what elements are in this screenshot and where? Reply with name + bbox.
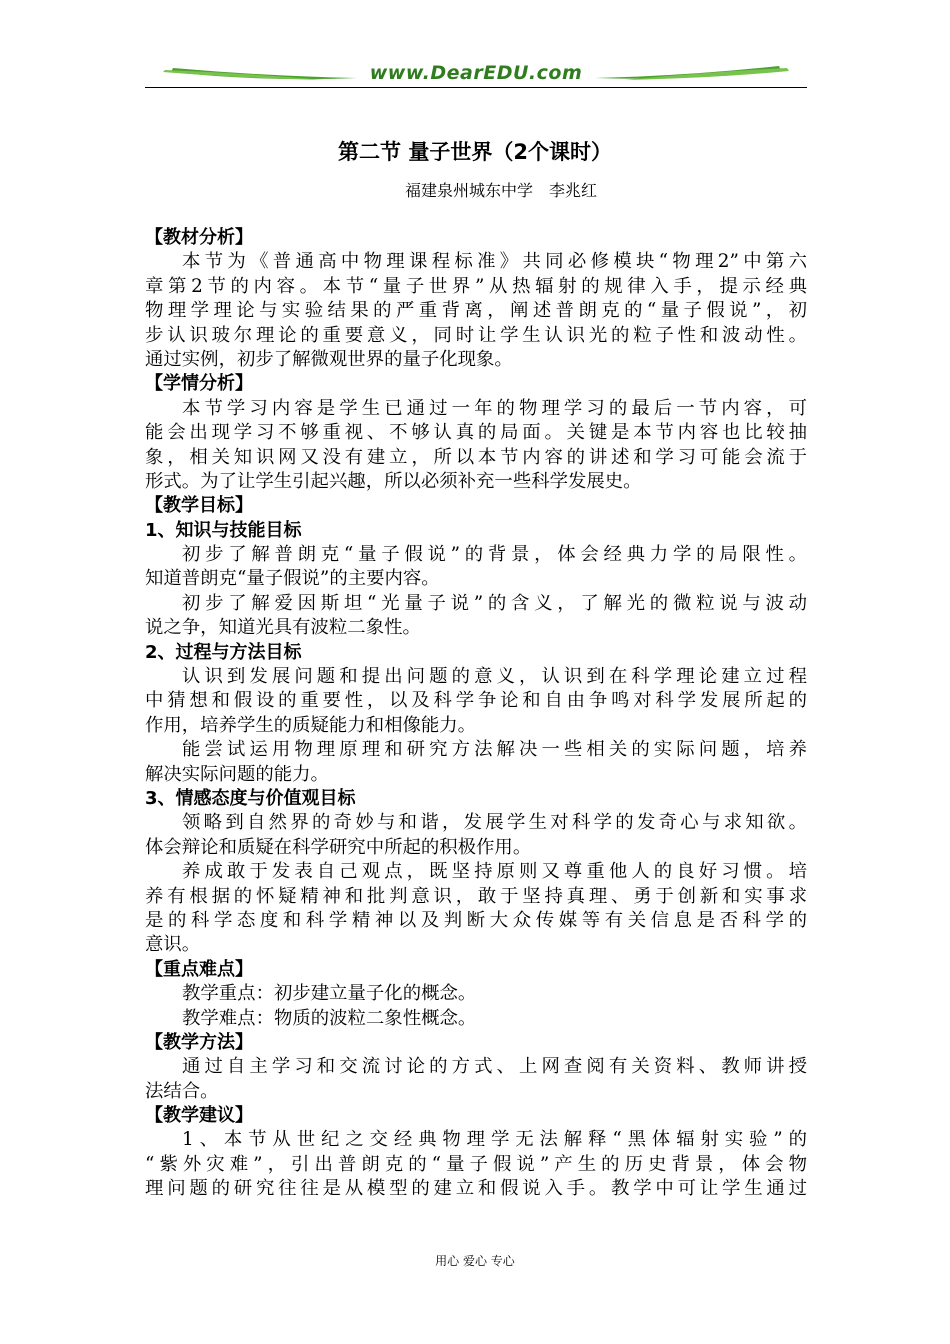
paragraph-line: 象，相关知识网又没有建立，所以本节内容的讲述和学习可能会流于 xyxy=(145,446,807,468)
section-heading: 【教学方法】 xyxy=(145,1031,253,1053)
paragraph-line: 本节学习内容是学生已通过一年的物理学习的最后一节内容，可 xyxy=(182,397,807,419)
paragraph-line: 步认识玻尔理论的重要意义，同时让学生认识光的粒子性和波动性。 xyxy=(145,324,807,346)
paragraph-line: 1、本节从世纪之交经典物理学无法解释“黑体辐射实验”的 xyxy=(182,1129,807,1151)
paragraph-line: 能会出现学习不够重视、不够认真的局面。关键是本节内容也比较抽 xyxy=(145,422,807,444)
paragraph-line: 法结合。 xyxy=(145,1080,219,1102)
paragraph-line: 初步了解普朗克“量子假说”的背景，体会经典力学的局限性。 xyxy=(182,544,807,566)
section-heading: 3、情感态度与价值观目标 xyxy=(145,787,356,809)
header-rule xyxy=(145,87,807,88)
paragraph-line: 章第2节的内容。本节“量子世界”从热辐射的规律入手，提示经典 xyxy=(145,275,807,297)
page-header xyxy=(145,58,807,90)
site-logo-text[interactable]: www.DearEDU.com xyxy=(369,62,583,84)
paragraph-line: 知道普朗克“量子假说”的主要内容。 xyxy=(145,568,440,590)
section-heading: 【重点难点】 xyxy=(145,958,253,980)
section-heading: 2、过程与方法目标 xyxy=(145,641,302,663)
paragraph-line: 通过实例，初步了解微观世界的量子化现象。 xyxy=(145,348,513,370)
paragraph-line: 能尝试运用物理原理和研究方法解决一些相关的实际问题，培养 xyxy=(182,739,807,761)
section-heading: 【教材分析】 xyxy=(145,227,253,248)
paragraph-line: 说之争，知道光具有波粒二象性。 xyxy=(145,617,421,639)
paragraph-line: 养成敢于发表自己观点，既坚持原则又尊重他人的良好习惯。培 xyxy=(182,861,807,883)
paragraph-line: 意识。 xyxy=(145,934,201,956)
paragraph-line: 形式。为了让学生引起兴趣，所以必须补充一些科学发展史。 xyxy=(145,470,642,492)
paragraph-line: 教学重点：初步建立量子化的概念。 xyxy=(182,983,477,1005)
paragraph-line: 作用，培养学生的质疑能力和相像能力。 xyxy=(145,714,477,736)
section-heading: 【学情分析】 xyxy=(145,373,253,395)
section-heading: 【教学建议】 xyxy=(145,1105,253,1127)
paragraph-line: 本节为《普通高中物理课程标准》共同必修模块“物理2”中第六 xyxy=(182,251,807,273)
section-heading: 1、知识与技能目标 xyxy=(145,519,302,541)
document-body xyxy=(145,226,807,1202)
section-heading: 【教学目标】 xyxy=(145,495,253,517)
author-line: 福建泉州城东中学 李兆红 xyxy=(405,181,598,200)
page-footer: 用心 爱心 专心 xyxy=(435,1254,515,1268)
page-title: 第二节 量子世界（2个课时） xyxy=(338,140,612,164)
paragraph-line: 物理学理论与实验结果的严重背离，阐述普朗克的“量子假说”，初 xyxy=(145,300,807,322)
paragraph-line: 中猜想和假设的重要性，以及科学争论和自由争鸣对科学发展所起的 xyxy=(145,690,807,712)
paragraph-line: 通过自主学习和交流讨论的方式、上网查阅有关资料、教师讲授 xyxy=(182,1056,807,1078)
paragraph-line: 领略到自然界的奇妙与和谐，发展学生对科学的发奇心与求知欲。 xyxy=(182,812,807,834)
paragraph-line: 理问题的研究往往是从模型的建立和假说入手。教学中可让学生通过 xyxy=(145,1178,807,1200)
paragraph-line: 初步了解爱因斯坦“光量子说”的含义，了解光的微粒说与波动 xyxy=(182,592,807,614)
paragraph-line: “紫外灾难”，引出普朗克的“量子假说”产生的历史背景，体会物 xyxy=(145,1153,807,1175)
paragraph-line: 教学难点：物质的波粒二象性概念。 xyxy=(182,1007,477,1029)
paragraph-line: 解决实际问题的能力。 xyxy=(145,763,329,785)
paragraph-line: 认识到发展问题和提出问题的意义，认识到在科学理论建立过程 xyxy=(182,666,807,688)
paragraph-line: 体会辩论和质疑在科学研究中所起的积极作用。 xyxy=(145,836,532,858)
paragraph-line: 养有根据的怀疑精神和批判意识，敢于坚持真理、勇于创新和实事求 xyxy=(145,885,807,907)
paragraph-line: 是的科学态度和科学精神以及判断大众传媒等有关信息是否科学的 xyxy=(145,909,807,931)
